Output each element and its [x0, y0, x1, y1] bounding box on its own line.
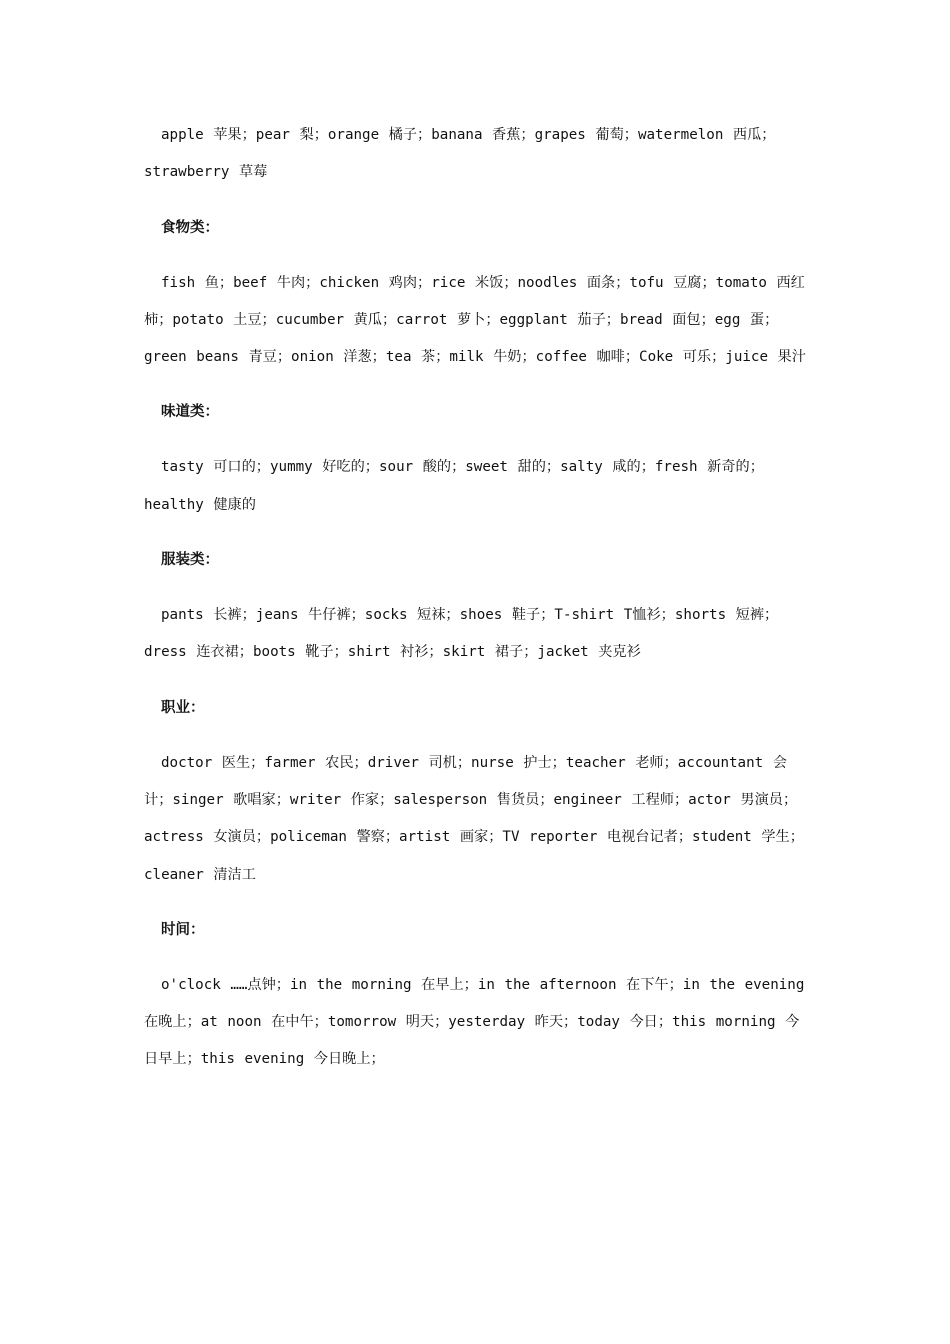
occupation-section-heading: 职业： — [161, 699, 205, 716]
clothing-vocabulary-paragraph: pants 长裤；jeans 牛仔裤；socks 短袜；shoes 鞋子；T-shirt T恤衫；shorts 短裤；dress 连衣裙；boots 靴子；shirt 衬衫；skirt 裙子；jacket 夹克衫 — [144, 607, 779, 661]
taste-vocabulary-paragraph: tasty 可口的；yummy 好吃的；sour 酸的；sweet 甜的；salty 咸的；fresh 新奇的；healthy 健康的 — [144, 459, 764, 513]
clothing-section-heading: 服装类： — [161, 552, 219, 569]
time-vocabulary-paragraph: o'clock ……点钟；in the morning 在早上；in the afternoon 在下午；in the evening 在晚上；at noon 在中午；tomorrow 明天；yesterday 昨天；today 今日；this morning 今日早上；this evening 今日晚上； — [144, 976, 805, 1068]
food-section-heading: 食物类： — [161, 219, 219, 236]
taste-section-heading: 味道类： — [161, 404, 219, 421]
document-body — [144, 117, 808, 1079]
time-section-heading: 时间： — [161, 921, 205, 938]
fruit-vocabulary-paragraph: apple 苹果；pear 梨；orange 橘子；banana 香蕉；grapes 葡萄；watermelon 西瓜；strawberry 草莓 — [144, 127, 776, 181]
occupation-vocabulary-paragraph: doctor 医生；farmer 农民；driver 司机；nurse 护士；teacher 老师；accountant 会计；singer 歌唱家；writer 作家；salesperson 售货员；engineer 工程师；actor 男演员；actress 女演员；policeman 警察；artist 画家；TV reporter 电视台记者；student 学生；cleaner 清洁工 — [144, 754, 804, 883]
food-vocabulary-paragraph: fish 鱼；beef 牛肉；chicken 鸡肉；rice 米饭；noodles 面条；tofu 豆腐；tomato 西红柿；potato 土豆；cucumber 黄瓜；carrot 萝卜；eggplant 茄子；bread 面包；egg 蛋；green beans 青豆；onion 洋葱；tea 茶；milk 牛奶；coffee 咖啡；Coke 可乐；juice 果汁 — [144, 274, 806, 366]
